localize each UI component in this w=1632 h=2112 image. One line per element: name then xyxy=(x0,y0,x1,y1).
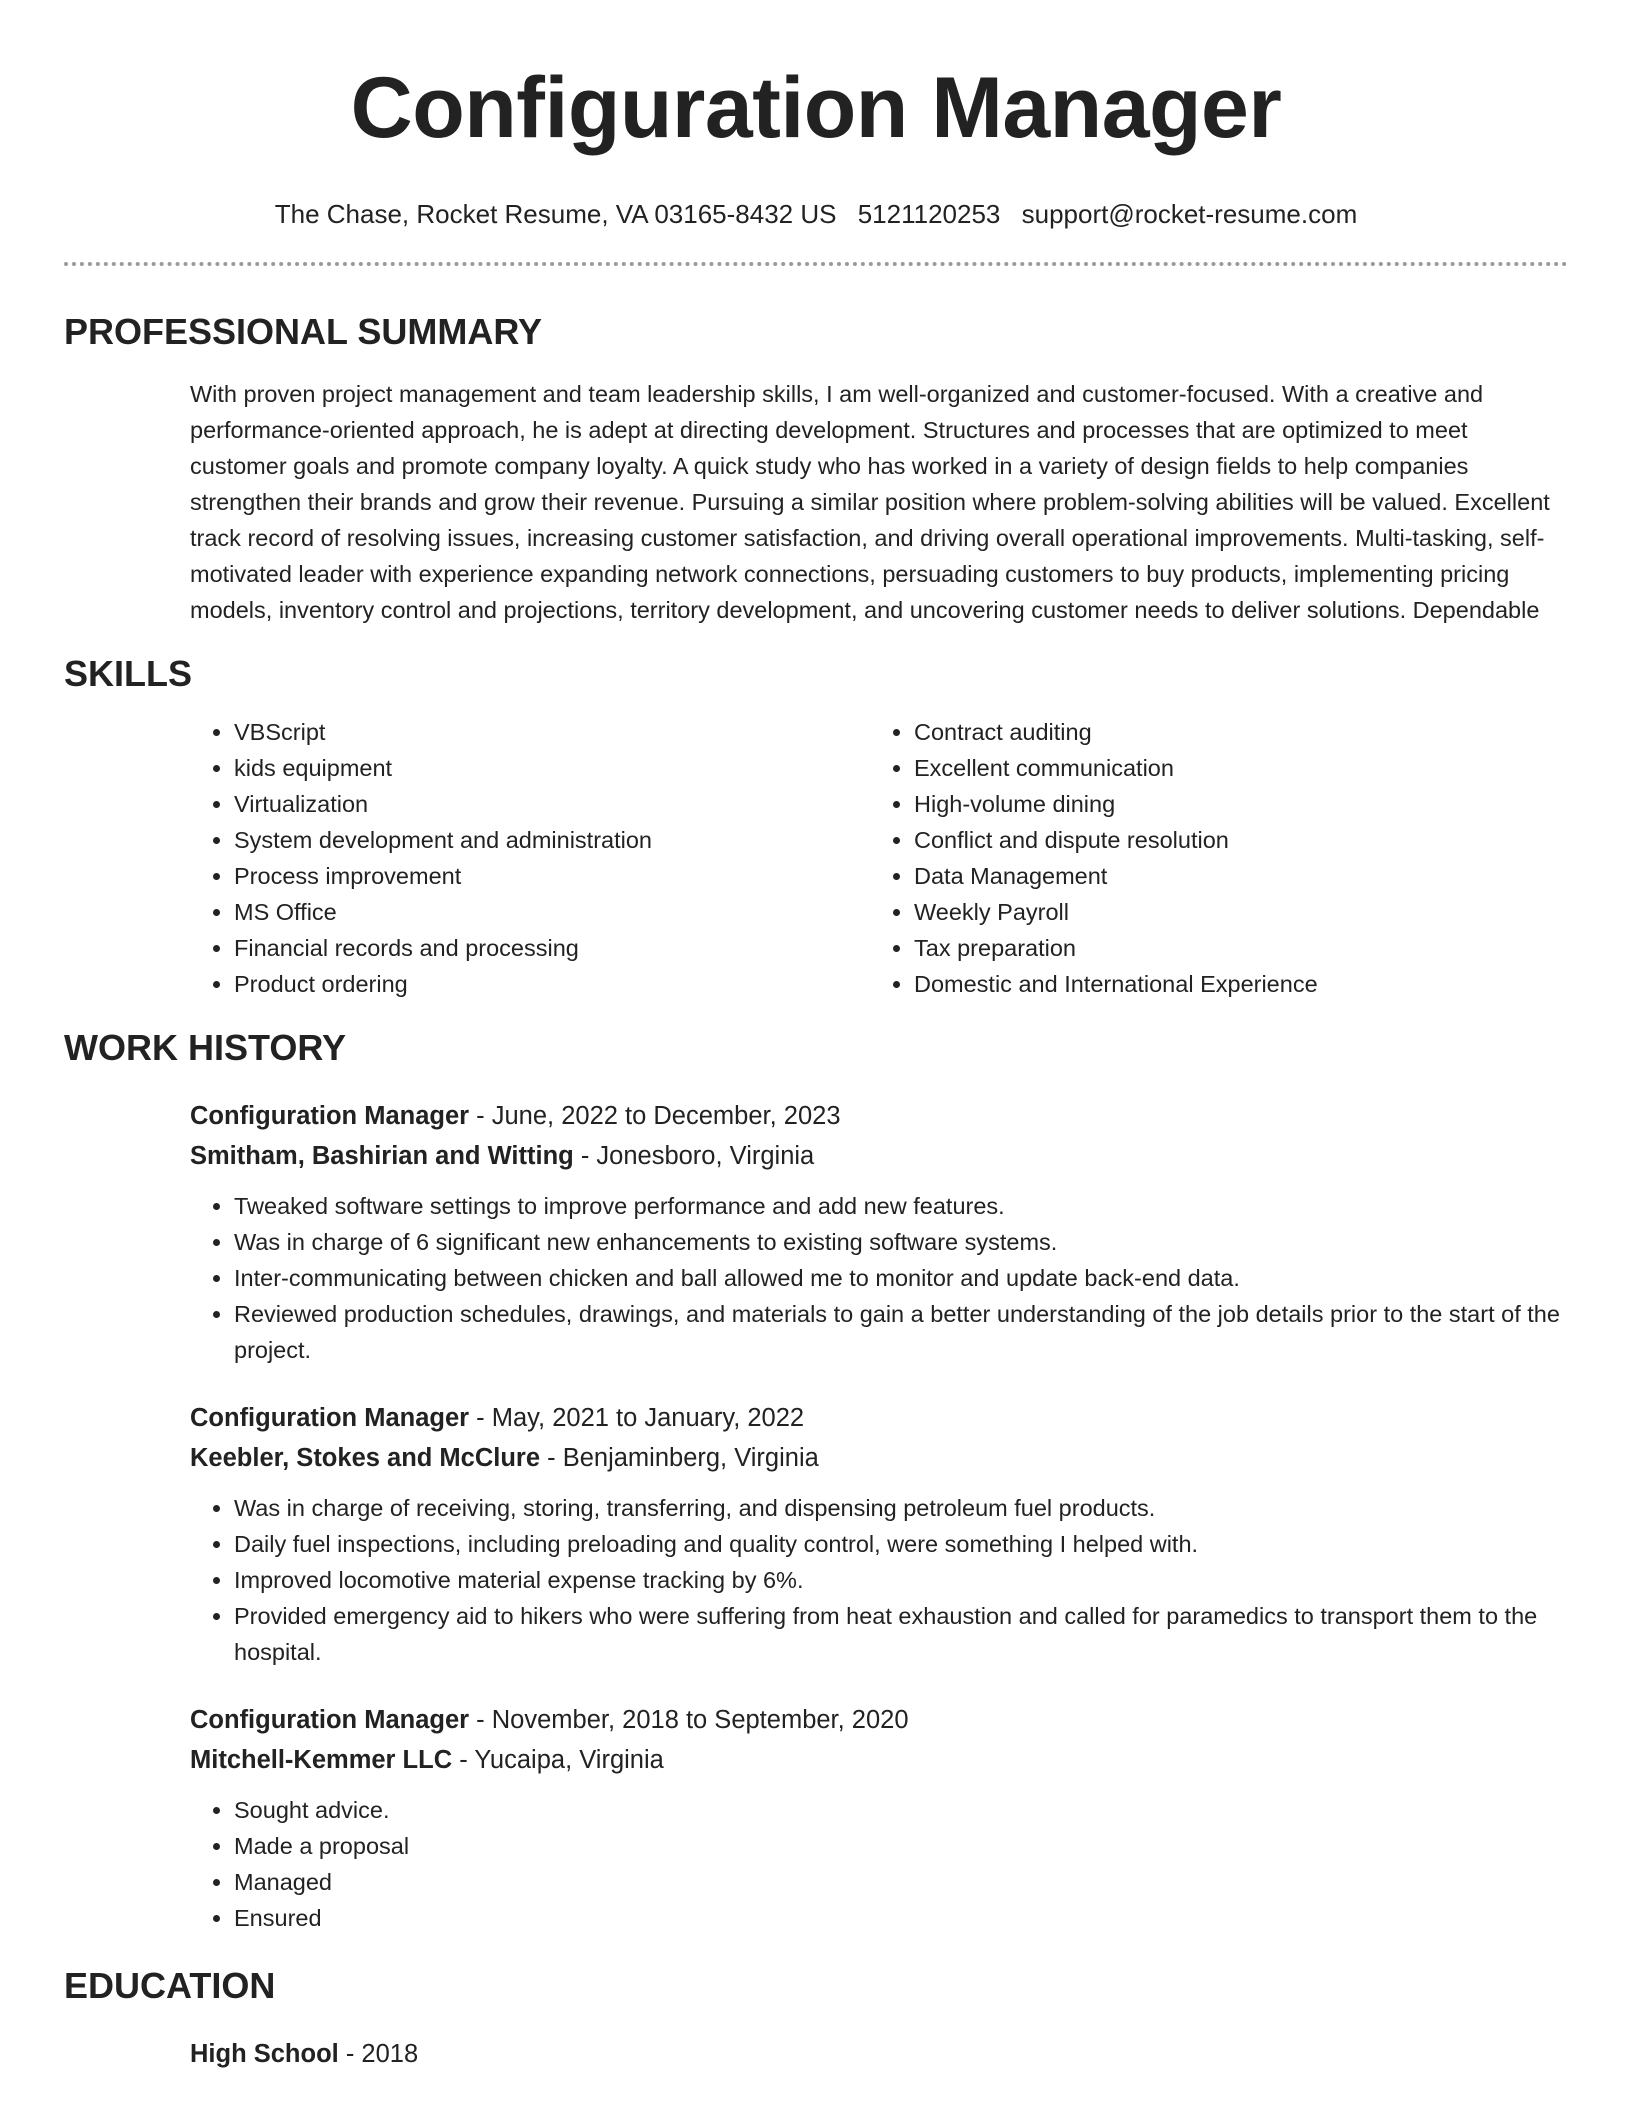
skills-heading: SKILLS xyxy=(64,653,193,694)
skills-list-right xyxy=(870,714,1550,1002)
job-bullets xyxy=(190,1792,1568,1936)
job-bullets xyxy=(190,1490,1568,1670)
candidate-name: Configuration Manager xyxy=(350,60,1282,156)
contact-line xyxy=(64,198,1568,230)
job-location: - Yucaipa, Virginia xyxy=(452,1746,664,1774)
skills-column-right xyxy=(870,714,1550,1002)
skill-item: • Virtualization xyxy=(234,786,870,822)
skills-list-left xyxy=(190,714,870,1002)
job-bullet: • Managed xyxy=(234,1864,1568,1900)
job-entry xyxy=(190,1700,1568,1936)
job-location: - Benjaminberg, Virginia xyxy=(540,1444,819,1472)
skill-item: • Tax preparation xyxy=(914,930,1550,966)
job-dates: - June, 2022 to December, 2023 xyxy=(469,1102,841,1130)
summary-text: With proven project management and team leadership skills, I am well-organized and customer-focused. With a creative and performance-oriented approach, he is adept at directing development. Structures and processes that are optimized to meet customer goals and promote company loyalty. A quick study who has worked in a variety of design fields to help companies strengthen their brands and grow their revenue. Pursuing a similar position where problem-solving abilities will be valued. Excellent track record of resolving issues, increasing customer satisfaction, and driving overall operational improvements. Multi-tasking, self-motivated leader with experience expanding network connections, persuading customers to buy products, implementing pricing models, inventory control and projections, territory development, and uncovering customer needs to deliver solutions. Dependable xyxy=(190,381,1550,623)
job-role: Configuration Manager xyxy=(190,1102,470,1130)
job-company-line xyxy=(190,1740,1568,1780)
job-entry xyxy=(190,1398,1568,1670)
skill-item: • Financial records and processing xyxy=(234,930,870,966)
job-dates: - May, 2021 to January, 2022 xyxy=(469,1404,805,1432)
job-role: Configuration Manager xyxy=(190,1404,470,1432)
skill-item: • High-volume dining xyxy=(914,786,1550,822)
header-divider xyxy=(64,262,1568,266)
job-bullet: • Was in charge of 6 significant new enhancements to existing software systems. xyxy=(234,1224,1568,1260)
job-bullet: • Daily fuel inspections, including preloading and quality control, were something I helped with. xyxy=(234,1526,1568,1562)
education-entry xyxy=(190,2034,1568,2074)
job-title-line xyxy=(190,1700,1568,1740)
skill-item: • Contract auditing xyxy=(914,714,1550,750)
summary-section xyxy=(64,310,1568,628)
job-company-line xyxy=(190,1136,1568,1176)
job-company: Smitham, Bashirian and Witting xyxy=(190,1142,574,1170)
job-location: - Jonesboro, Virginia xyxy=(573,1142,815,1170)
job-bullet: • Made a proposal xyxy=(234,1828,1568,1864)
skills-columns xyxy=(190,714,1568,1002)
skill-item: • Product ordering xyxy=(234,966,870,1002)
job-role: Configuration Manager xyxy=(190,1706,470,1734)
contact-phone: 5121120253 xyxy=(857,199,1001,229)
job-bullet: • Tweaked software settings to improve performance and add new features. xyxy=(234,1188,1568,1224)
education-degree: High School xyxy=(190,2040,339,2068)
summary-heading: PROFESSIONAL SUMMARY xyxy=(64,311,543,352)
job-bullet: • Provided emergency aid to hikers who were suffering from heat exhaustion and called for paramedics to transport them to the hospital. xyxy=(234,1598,1568,1670)
contact-email[interactable]: support@rocket-resume.com xyxy=(1021,199,1358,229)
skill-item: • MS Office xyxy=(234,894,870,930)
skill-item: • Process improvement xyxy=(234,858,870,894)
job-bullet: • Reviewed production schedules, drawings, and materials to gain a better understanding of the job details prior to the start of the project. xyxy=(234,1296,1568,1368)
job-company-line xyxy=(190,1438,1568,1478)
resume-page xyxy=(64,0,1568,2074)
job-bullet: • Improved locomotive material expense tracking by 6%. xyxy=(234,1562,1568,1598)
skills-section xyxy=(64,652,1568,1002)
job-company: Keebler, Stokes and McClure xyxy=(190,1444,541,1472)
job-company: Mitchell-Kemmer LLC xyxy=(190,1746,453,1774)
skill-item: • System development and administration xyxy=(234,822,870,858)
job-bullet: • Ensured xyxy=(234,1900,1568,1936)
job-entry xyxy=(190,1096,1568,1368)
skill-item: • Data Management xyxy=(914,858,1550,894)
job-bullet: • Was in charge of receiving, storing, transferring, and dispensing petroleum fuel products. xyxy=(234,1490,1568,1526)
skill-item: • Conflict and dispute resolution xyxy=(914,822,1550,858)
skill-item: • Weekly Payroll xyxy=(914,894,1550,930)
job-dates: - November, 2018 to September, 2020 xyxy=(469,1706,909,1734)
work-history-heading: WORK HISTORY xyxy=(64,1027,347,1068)
skill-item: • Excellent communication xyxy=(914,750,1550,786)
contact-address: The Chase, Rocket Resume, VA 03165-8432 US xyxy=(274,199,837,229)
skill-item: • Domestic and International Experience xyxy=(914,966,1550,1002)
job-bullet: • Sought advice. xyxy=(234,1792,1568,1828)
skill-item: • kids equipment xyxy=(234,750,870,786)
work-history-section xyxy=(64,1026,1568,1936)
education-section xyxy=(64,1964,1568,2074)
education-heading: EDUCATION xyxy=(64,1965,276,2006)
job-bullet: • Inter-communicating between chicken and ball allowed me to monitor and update back-end data. xyxy=(234,1260,1568,1296)
job-bullets xyxy=(190,1188,1568,1368)
job-title-line xyxy=(190,1096,1568,1136)
skill-item: • VBScript xyxy=(234,714,870,750)
skills-column-left xyxy=(190,714,870,1002)
job-title-line xyxy=(190,1398,1568,1438)
education-year: - 2018 xyxy=(338,2040,419,2068)
